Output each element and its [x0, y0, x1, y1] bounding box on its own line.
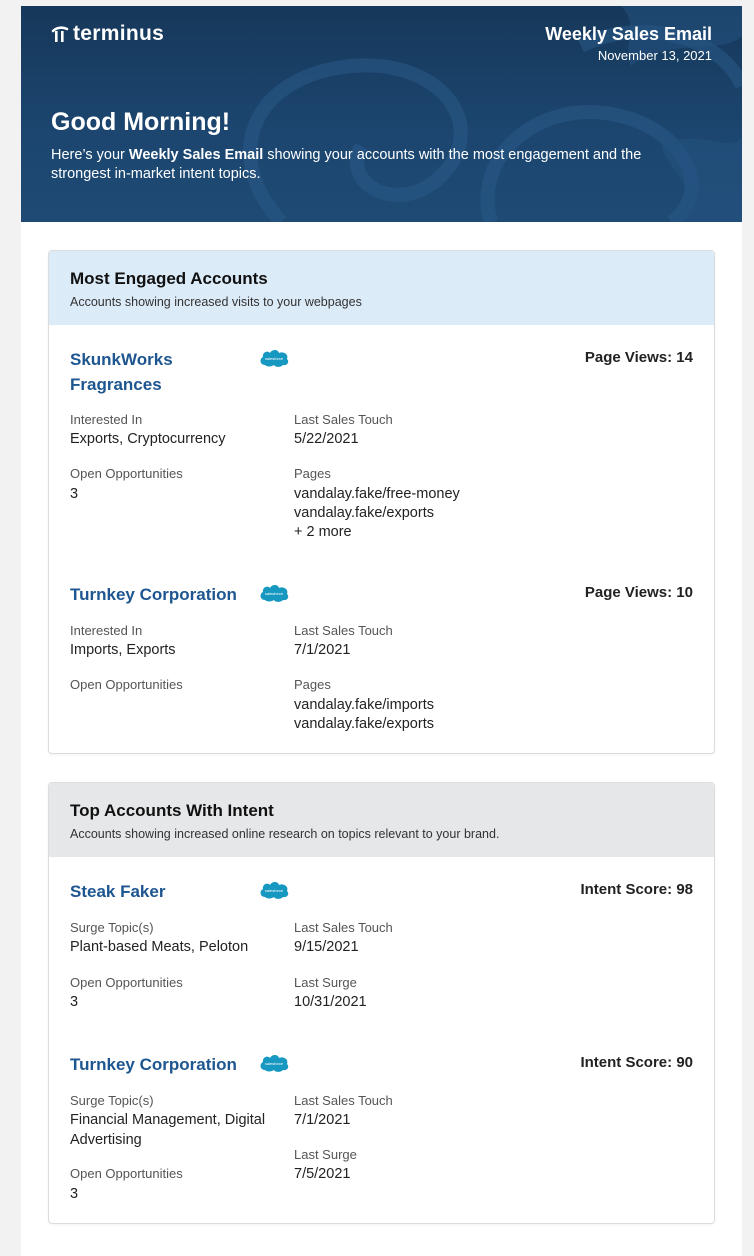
last-sales-touch-value: 7/1/2021	[294, 642, 351, 658]
interest-value: Exports, Cryptocurrency	[70, 431, 226, 447]
last-sales-touch-value: 5/22/2021	[294, 431, 359, 447]
more-pages-link[interactable]: + 2 more	[294, 524, 352, 540]
interest-value: Imports, Exports	[70, 642, 176, 658]
last-sales-touch-label: Last Sales Touch	[294, 623, 393, 638]
email-date: November 13, 2021	[597, 48, 712, 63]
page-link-1[interactable]: vandalay.fake/free-money	[294, 486, 460, 502]
engaged-account-2	[70, 582, 693, 732]
salesforce-text: salesforce	[264, 888, 284, 893]
open-opportunities-value: 3	[70, 994, 79, 1010]
intent-account-2	[70, 1052, 693, 1202]
most-engaged-title: Most Engaged Accounts	[70, 269, 268, 288]
salesforce-text: salesforce	[264, 1061, 284, 1066]
last-surge-value: 7/5/2021	[294, 1166, 351, 1182]
last-surge-value: 10/31/2021	[294, 994, 367, 1010]
account-name-link[interactable]: Turnkey Corporation	[70, 1055, 237, 1074]
top-intent-card	[48, 782, 715, 1224]
page-views-metric: Page Views: 10	[584, 584, 693, 601]
surge-topic-value: Financial Management, Digital Advertising	[70, 1112, 266, 1148]
open-opportunities-label: Open Opportunities	[70, 975, 183, 990]
open-opportunities-label: Open Opportunities	[70, 1166, 183, 1181]
greeting-heading: Good Morning!	[51, 108, 231, 136]
last-sales-touch-value: 9/15/2021	[294, 939, 359, 955]
open-opportunities-value: 3	[70, 1186, 79, 1202]
open-opportunities-value: 3	[70, 486, 79, 502]
last-sales-touch-label: Last Sales Touch	[294, 920, 393, 935]
account-name-link[interactable]: Steak Faker	[70, 882, 166, 901]
surge-topic-value: Plant-based Meats, Peloton	[70, 939, 249, 955]
most-engaged-subtitle: Accounts showing increased visits to your webpages	[70, 295, 362, 309]
interest-label: Interested In	[70, 623, 143, 638]
salesforce-icon[interactable]	[258, 582, 290, 604]
salesforce-icon[interactable]	[258, 879, 290, 901]
email-title: Weekly Sales Email	[545, 24, 712, 44]
terminus-logo	[51, 22, 164, 46]
page-views-metric: Page Views: 14	[584, 349, 693, 366]
intro-prefix: Here’s your	[51, 147, 129, 163]
top-intent-title: Top Accounts With Intent	[70, 801, 274, 820]
open-opportunities-label: Open Opportunities	[70, 466, 183, 481]
pages-label: Pages	[294, 466, 331, 481]
top-intent-header	[49, 783, 714, 857]
surge-topic-label: Surge Topic(s)	[70, 1093, 154, 1108]
salesforce-text: salesforce	[264, 356, 284, 361]
last-surge-label: Last Surge	[294, 1147, 357, 1162]
last-sales-touch-label: Last Sales Touch	[294, 1093, 393, 1108]
intent-score-metric: Intent Score: 90	[580, 1054, 693, 1071]
last-surge-label: Last Surge	[294, 975, 357, 990]
account-name-link[interactable]: Turnkey Corporation	[70, 585, 237, 604]
intro-text	[51, 146, 691, 184]
salesforce-icon[interactable]	[258, 1052, 290, 1074]
intent-score-metric: Intent Score: 98	[580, 881, 693, 898]
most-engaged-card	[48, 250, 715, 754]
intro-bold: Weekly Sales Email	[128, 147, 264, 163]
engaged-account-1	[70, 347, 693, 547]
last-sales-touch-value: 7/1/2021	[294, 1112, 351, 1128]
most-engaged-header	[49, 251, 714, 325]
interest-label: Interested In	[70, 412, 143, 427]
page-link-1[interactable]: vandalay.fake/imports	[294, 697, 434, 713]
pages-label: Pages	[294, 677, 331, 692]
intent-account-1	[70, 879, 693, 1019]
surge-topic-label: Surge Topic(s)	[70, 920, 154, 935]
page-link-2[interactable]: vandalay.fake/exports	[294, 716, 434, 732]
last-sales-touch-label: Last Sales Touch	[294, 412, 393, 427]
page-link-2[interactable]: vandalay.fake/exports	[294, 505, 434, 521]
terminus-logo-icon	[51, 25, 69, 43]
email-page	[21, 6, 742, 1256]
header-meta	[545, 24, 712, 63]
logo-text: terminus	[73, 22, 165, 45]
salesforce-text: salesforce	[264, 591, 284, 596]
intro-suffix: showing your accounts with the most engagement and the strongest in-market intent topics.	[51, 147, 642, 182]
open-opportunities-label: Open Opportunities	[70, 677, 183, 692]
salesforce-icon[interactable]	[258, 347, 290, 369]
account-name-link[interactable]: SkunkWorks Fragrances	[70, 350, 173, 394]
top-intent-subtitle: Accounts showing increased online research on topics relevant to your brand.	[70, 827, 500, 841]
email-header	[21, 6, 742, 222]
